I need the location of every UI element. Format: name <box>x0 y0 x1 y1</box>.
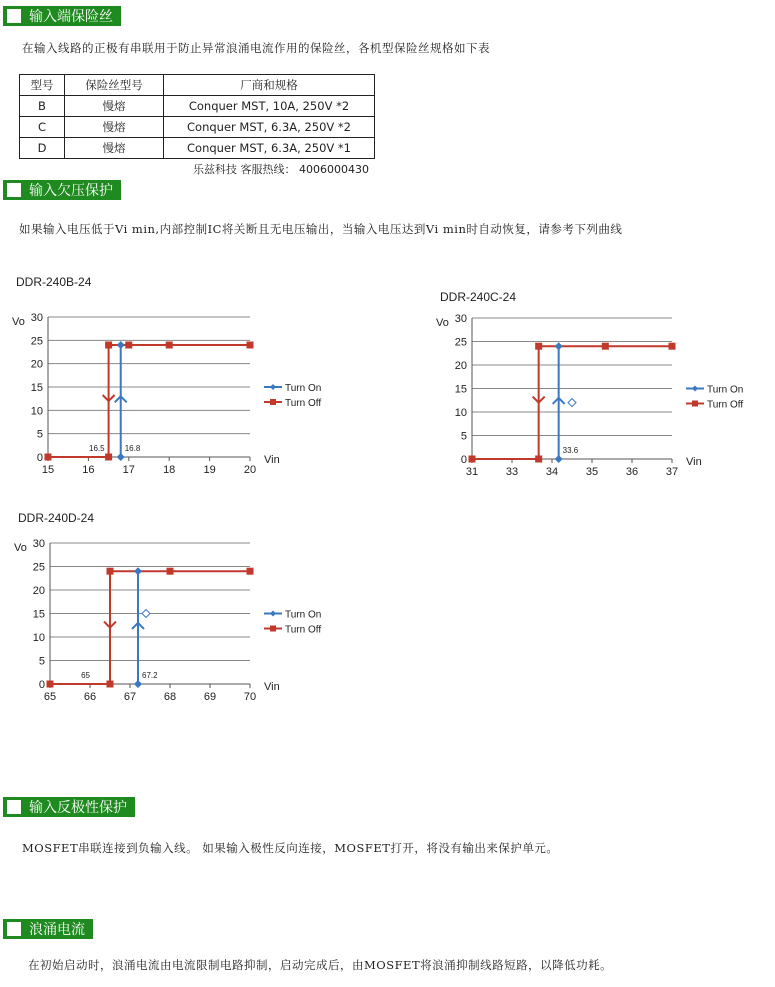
data-label: 16.8 <box>124 444 141 453</box>
turn-off-marker <box>469 456 476 463</box>
legend-label-turn-on: Turn On <box>707 384 744 396</box>
table-cell: 慢熔 <box>65 138 164 159</box>
y-tick-label: 25 <box>30 335 43 348</box>
column-header: 型号 <box>20 75 65 96</box>
x-tick-label: 66 <box>83 691 97 703</box>
square-icon <box>7 183 21 197</box>
legend-marker-turn-off <box>692 401 698 407</box>
x-axis-label: Vin <box>264 681 280 693</box>
chart-ddr-240d-24 <box>10 508 370 708</box>
turn-off-marker <box>669 343 676 350</box>
table-cell: Conquer MST, 6.3A, 250V *1 <box>164 138 375 159</box>
x-tick-label: 18 <box>163 464 176 476</box>
section-header-fuse <box>3 6 121 26</box>
table-row <box>20 117 375 138</box>
x-tick-label: 70 <box>243 691 257 703</box>
table-cell: C <box>20 117 65 138</box>
x-tick-label: 31 <box>465 466 479 478</box>
y-tick-label: 25 <box>454 336 467 349</box>
x-tick-label: 36 <box>625 466 639 478</box>
chart-title: DDR-240B-24 <box>16 275 92 289</box>
turn-off-marker <box>107 681 114 688</box>
turn-on-marker <box>555 342 563 350</box>
x-axis-label: Vin <box>686 456 702 468</box>
turn-off-line <box>50 571 250 684</box>
x-axis-label: Vin <box>264 454 280 466</box>
data-label: 65 <box>81 671 90 680</box>
legend-label-turn-on: Turn On <box>285 383 322 394</box>
table-header-row <box>20 75 375 96</box>
legend-label-turn-on: Turn On <box>285 609 322 621</box>
turn-off-marker <box>125 342 132 349</box>
table-cell: Conquer MST, 6.3A, 250V *2 <box>164 117 375 138</box>
x-tick-label: 67 <box>123 691 137 703</box>
section-header-inrush <box>3 919 93 939</box>
turn-on-marker <box>555 455 563 463</box>
x-tick-label: 19 <box>203 464 216 476</box>
y-tick-label: 15 <box>30 382 43 394</box>
turn-off-marker <box>535 343 542 350</box>
y-tick-label: 5 <box>36 428 43 441</box>
table-row <box>20 138 375 159</box>
fuse-spec-table <box>19 74 375 159</box>
y-tick-label: 20 <box>30 358 43 371</box>
legend-marker-turn-on <box>270 384 276 390</box>
chart-svg <box>10 508 370 708</box>
x-tick-label: 16 <box>82 464 95 476</box>
legend-label-turn-off: Turn Off <box>707 399 744 411</box>
section-title: 输入欠压保护 <box>29 183 113 199</box>
turn-off-marker <box>247 342 254 349</box>
turn-off-marker <box>107 568 114 575</box>
turn-off-line <box>48 345 250 457</box>
y-tick-label: 10 <box>30 405 43 418</box>
section-header-undervoltage <box>3 180 121 200</box>
turn-on-marker <box>117 341 125 349</box>
turn-on-hollow-marker <box>568 399 576 407</box>
section-title: 输入反极性保护 <box>29 800 127 816</box>
y-axis-label: Vo <box>12 316 25 328</box>
y-tick-label: 30 <box>32 538 45 550</box>
y-tick-label: 30 <box>30 312 43 324</box>
turn-off-marker <box>535 456 542 463</box>
turn-off-marker <box>602 343 609 350</box>
data-label: 16.5 <box>89 444 105 453</box>
x-tick-label: 33 <box>505 466 519 478</box>
turn-off-marker <box>166 342 173 349</box>
x-tick-label: 17 <box>122 464 135 476</box>
y-tick-label: 15 <box>32 608 45 621</box>
y-tick-label: 5 <box>38 655 45 668</box>
turn-off-marker <box>45 454 52 461</box>
inrush-description: 在初始启动时，浪涌电流由电流限制电路抑制，启动完成后，由MOSFET将浪涌抑制线路短路，以降低功耗。 <box>28 958 613 972</box>
legend-label-turn-off: Turn Off <box>285 398 322 409</box>
undervoltage-description: 如果输入电压低于Vi min,内部控制IC将关断且无电压输出，当输入电压达到Vi min时自动恢复，请参考下列曲线 <box>19 222 623 236</box>
legend-marker-turn-on <box>270 611 276 617</box>
legend-marker-turn-off <box>270 399 276 405</box>
hotline-text: 乐兹科技 客服热线： 4006000430 <box>193 163 369 176</box>
x-tick-label: 34 <box>545 466 559 478</box>
square-icon <box>7 800 21 814</box>
y-tick-label: 10 <box>454 407 467 419</box>
chart-ddr-240c-24 <box>430 287 775 487</box>
turn-on-marker <box>134 567 142 575</box>
x-tick-label: 15 <box>41 464 55 476</box>
x-tick-label: 68 <box>163 691 177 703</box>
y-tick-label: 20 <box>454 360 467 372</box>
legend-marker-turn-off <box>270 626 276 632</box>
legend-marker-turn-on <box>692 386 698 392</box>
legend-label-turn-off: Turn Off <box>285 624 322 636</box>
y-tick-label: 0 <box>460 454 467 466</box>
section-title: 浪涌电流 <box>29 922 85 938</box>
table-cell: B <box>20 96 65 117</box>
turn-on-marker <box>134 680 142 688</box>
x-tick-label: 20 <box>243 464 257 476</box>
turn-off-marker <box>105 454 112 461</box>
turn-off-marker <box>105 342 112 349</box>
data-label: 33.6 <box>562 446 579 455</box>
fuse-description: 在输入线路的正极有串联用于防止异常浪涌电流作用的保险丝，各机型保险丝规格如下表 <box>22 41 490 55</box>
column-header: 厂商和规格 <box>164 75 375 96</box>
y-tick-label: 30 <box>454 313 467 325</box>
chart-svg <box>10 270 370 485</box>
data-label: 67.2 <box>142 671 158 680</box>
turn-off-marker <box>47 681 54 688</box>
x-tick-label: 65 <box>43 691 57 703</box>
table-row <box>20 96 375 117</box>
y-tick-label: 0 <box>36 452 43 464</box>
y-axis-label: Vo <box>436 317 449 329</box>
reverse-description: MOSFET串联连接到负输入线。 如果输入极性反向连接，MOSFET打开，将没有输出来保护单元。 <box>22 841 559 855</box>
y-tick-label: 5 <box>460 430 467 443</box>
table-cell: Conquer MST, 10A, 250V *2 <box>164 96 375 117</box>
y-tick-label: 15 <box>454 383 467 396</box>
section-title: 输入端保险丝 <box>29 9 113 25</box>
turn-off-marker <box>167 568 174 575</box>
section-header-reverse-polarity <box>3 797 135 817</box>
y-tick-label: 10 <box>32 632 45 644</box>
table-cell: 慢熔 <box>65 117 164 138</box>
column-header: 保险丝型号 <box>65 75 164 96</box>
chart-title: DDR-240D-24 <box>18 511 95 525</box>
chart-ddr-240b-24 <box>10 270 370 485</box>
square-icon <box>7 9 21 23</box>
turn-off-marker <box>247 568 254 575</box>
y-tick-label: 0 <box>38 679 45 691</box>
chart-svg <box>430 287 775 487</box>
chart-title: DDR-240C-24 <box>440 290 517 304</box>
x-tick-label: 35 <box>585 466 599 478</box>
y-tick-label: 20 <box>32 585 45 597</box>
x-tick-label: 37 <box>665 466 679 478</box>
x-tick-label: 69 <box>203 691 217 703</box>
table-cell: D <box>20 138 65 159</box>
square-icon <box>7 922 21 936</box>
turn-on-marker <box>117 453 125 461</box>
table-cell: 慢熔 <box>65 96 164 117</box>
turn-on-hollow-marker <box>142 610 150 618</box>
y-tick-label: 25 <box>32 561 45 574</box>
y-axis-label: Vo <box>14 542 27 554</box>
